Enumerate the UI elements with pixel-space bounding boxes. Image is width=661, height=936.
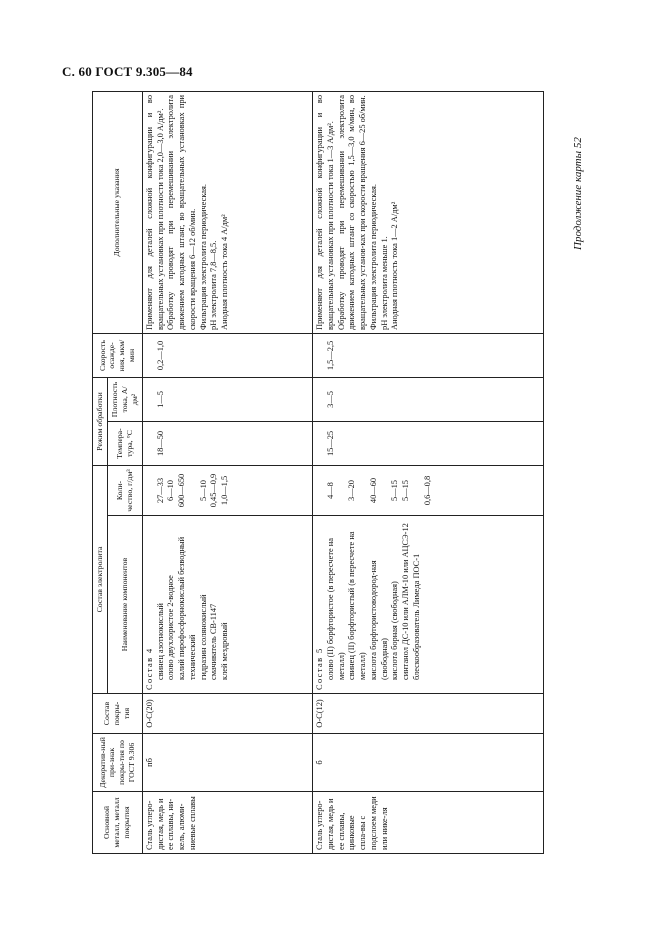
note-line: рН электролита 7,8—8,5. xyxy=(209,240,219,330)
cell-notes xyxy=(142,91,312,333)
quantity-value: 5—15 xyxy=(390,480,400,501)
note-line: Фильтрация электролита периодическая. xyxy=(368,184,378,330)
note-line: Обработку проводят при перемешивании электролита движением катодных штанг, во вращательных установках при скорости вращения 6—12 об/мин. xyxy=(166,94,197,330)
component-item: блескообразователь Лимеда ПОС-1 xyxy=(411,553,421,680)
density-value: 1—5 xyxy=(155,391,165,408)
table-frame xyxy=(92,92,544,854)
component-item: свинец азотнокислый xyxy=(155,603,165,680)
cell-density xyxy=(142,377,312,421)
component-item: смачиватель СВ-1147 xyxy=(209,603,219,680)
cell-decorative: пб xyxy=(142,734,312,792)
cell-coating: О-С(20) xyxy=(142,694,312,734)
cell-speed xyxy=(313,333,544,377)
header-base-metal: Основной металл, металл покрытия xyxy=(93,792,143,854)
component-item: синтанол ДС-10 или АЛМ-10 или АЦСЭ-12 xyxy=(401,523,411,680)
page-header: С. 60 ГОСТ 9.305—84 xyxy=(62,64,193,79)
cell-base-metal: Сталь углеро-дистая, медь и ее сплавы, ни-кель, алюми-ниевые сплавы xyxy=(142,792,312,854)
rotated-table-container xyxy=(92,92,544,854)
speed-value: 1,5—2,5 xyxy=(325,340,335,371)
temperature-value: 18—50 xyxy=(155,430,165,457)
header-mode: Режим обработки xyxy=(93,377,108,465)
component-item: кислота борная (свободная) xyxy=(390,581,400,680)
quantity-value: 6—10 xyxy=(166,480,176,501)
quantity-value: 1,0—1,5 xyxy=(220,475,230,506)
note-line: Обработку проводят при перемешивании электролита движением катодных штанг со скоростью 1,5—3,0 м/мин, во вращательных установ-ках при скорости вращения 6—25 об/мин. xyxy=(336,94,368,330)
component-item: олово (II) борфтористое (в пересчете на металл) xyxy=(325,537,346,680)
cell-components xyxy=(313,516,544,694)
cell-base-metal: Сталь углеро-дистая, медь и ее сплавы, цинковые спла-вы с подслоем меди или нике-ля xyxy=(313,792,544,854)
note-line: Применяют для деталей сложной конфигурации и во вращательных установках при плотности тока 2,0—3,0 А/дм². xyxy=(144,94,165,330)
cell-coating: О-С(12) xyxy=(313,694,544,734)
density-value: 3—5 xyxy=(325,391,335,408)
cell-density xyxy=(313,377,544,421)
quantity-value: 0,45—0,9 xyxy=(209,473,219,508)
component-item: олово двухлористое 2-водное xyxy=(166,575,176,680)
composition-title: Состав 4 xyxy=(144,647,154,690)
quantity-value: 5—10 xyxy=(198,480,208,501)
cell-decorative: б xyxy=(313,734,544,792)
component-item: клей мездровый xyxy=(220,622,230,680)
component-item: кислота борфтористоводород-ная (свободная) xyxy=(368,560,389,680)
note-line: Применяют для деталей сложной конфигурации и во вращательных установках при плотности тока 1—3 А/дм². xyxy=(315,94,335,330)
cell-quantities xyxy=(313,465,544,515)
cell-components xyxy=(142,516,312,694)
header-coating: Состав покры-тия xyxy=(93,694,143,734)
cell-quantities xyxy=(142,465,312,515)
quantity-value: 3—20 xyxy=(347,480,357,501)
header-density: Плотность тока, А/дм² xyxy=(107,377,142,421)
temperature-value: 15—25 xyxy=(325,430,335,457)
quantity-value: 600—650 xyxy=(177,473,187,508)
header-decorative: Декоратив-ный при-знак покры-тия по ГОСТ 9.306 xyxy=(93,734,143,792)
continuation-label: Продолжение карты 52 xyxy=(572,137,584,250)
component-item: гидразин солянокислый xyxy=(198,594,208,680)
quantity-value: 5—15 xyxy=(401,480,411,501)
electrolyte-table xyxy=(92,91,544,854)
component-item: калий пирофосфорнокислый безводный технический xyxy=(177,536,197,680)
cell-notes xyxy=(313,91,544,333)
header-notes: Дополнительные указания xyxy=(93,91,143,333)
speed-value: 0,2—1,0 xyxy=(155,340,165,371)
header-electrolyte: Состав электролита xyxy=(93,465,108,693)
header-component-name: Наименование компонентов xyxy=(107,516,142,694)
cell-speed xyxy=(142,333,312,377)
note-line: Анодная плотность тока 1—2 А/дм² xyxy=(390,201,400,330)
component-item: свинец (II) борфтористый (в пересчете на металл) xyxy=(347,531,368,680)
header-speed: Скорость осажде-ния, мкм/мин xyxy=(93,333,143,377)
quantity-value: 4—8 xyxy=(325,482,335,499)
quantity-value: 0,6—0,8 xyxy=(422,475,432,506)
quantity-value: 27—33 xyxy=(155,477,165,504)
note-line: Фильтрация электролита периодическая. xyxy=(198,184,208,330)
table-row xyxy=(313,91,544,853)
composition-title: Состав 5 xyxy=(315,647,325,690)
quantity-value: 40—60 xyxy=(368,477,378,504)
note-line: рН электролита меньше 1. xyxy=(379,236,389,330)
cell-temperature xyxy=(142,421,312,465)
header-quantity: Коли-чество, г/дм³ xyxy=(107,465,142,515)
header-temperature: Темпера-тура, °С xyxy=(107,421,142,465)
table-row xyxy=(142,91,312,853)
note-line: Анодная плотность тока 4 А/дм² xyxy=(220,214,230,330)
cell-temperature xyxy=(313,421,544,465)
